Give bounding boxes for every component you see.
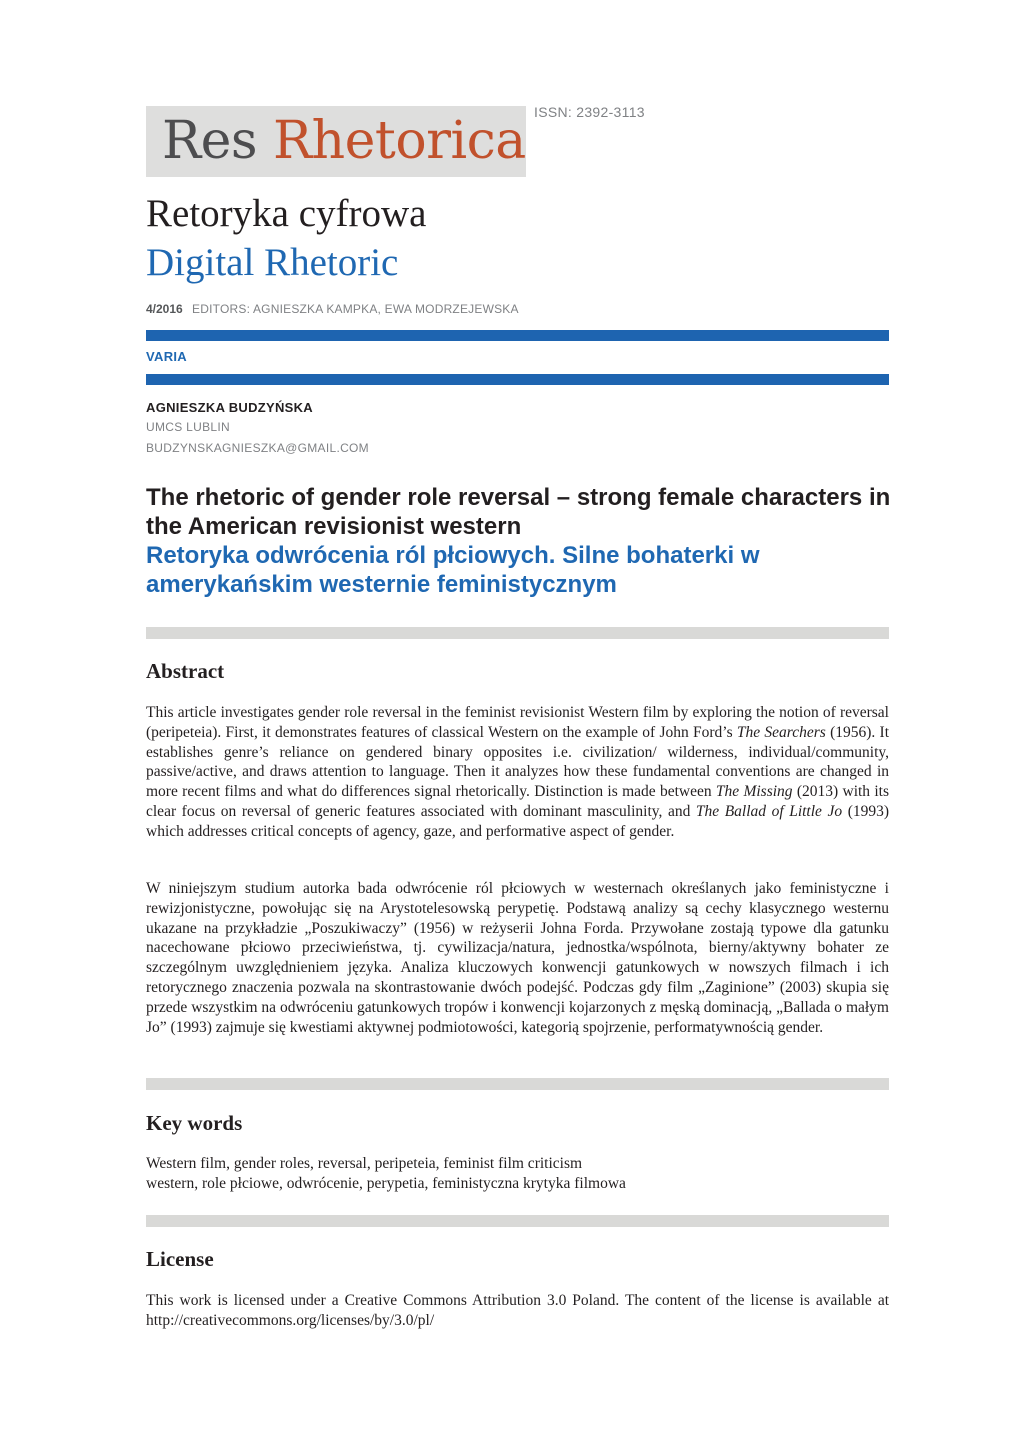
issue-number: 4/2016 [146, 302, 183, 316]
license-text: This work is licensed under a Creative Commons Attribution 3.0 Poland. The content of the license is available at http://creativecommons.org/licenses/by/3.0/pl/ [146, 1292, 889, 1329]
divider-blue-top [146, 330, 889, 341]
license-heading: License [146, 1247, 214, 1271]
article-title-pl: Retoryka odwrócenia ról płciowych. Silne bohaterki w amerykańskim westernie feministycznym [146, 542, 760, 598]
film-title-missing: The Missing [715, 783, 793, 801]
article-title [146, 483, 896, 599]
keywords-pl: western, role płciowe, odwrócenie, perypetia, feministyczna krytyka filmowa [146, 1175, 626, 1192]
journal-title-en: Digital Rhetoric [146, 241, 399, 284]
issn: ISSN: 2392-3113 [534, 104, 645, 120]
keywords-en: Western film, gender roles, reversal, peripeteia, feminist film criticism [146, 1155, 583, 1172]
abstract-heading: Abstract [146, 659, 225, 683]
editors: EDITORS: AGNIESZKA KAMPKA, EWA MODRZEJEWSKA [192, 302, 519, 316]
divider-gray-3 [146, 1215, 889, 1227]
divider-blue-bottom [146, 374, 889, 385]
abstract-en [146, 703, 889, 842]
abstract-en-text-2: (1956). It establishes genre’s reliance on gendered binary opposites i.e. civilization/ wilderness, individual/community, passive/active, and draws attention to language. Then it analyzes how these fundamental conventions are changed in more recent films and what do differences signal rhetorically. Distinction is made between [146, 723, 890, 801]
film-title-searchers: The Searchers [736, 723, 826, 741]
abstract-en-text-1: This article investigates gender role reversal in the feminist revisionist Western film by exploring the notion of reversal (peripeteia). First, it demonstrates features of classical Western on the example of John Ford’s [146, 704, 889, 741]
author-affiliation: UMCS LUBLIN [146, 420, 230, 434]
divider-gray-2 [146, 1078, 889, 1090]
film-title-ballad: The Ballad of Little Jo [695, 802, 843, 820]
section-label: VARIA [146, 349, 187, 364]
journal-title-pl: Retoryka cyfrowa [146, 192, 427, 235]
issue-line [146, 301, 519, 317]
article-title-en: The rhetoric of gender role reversal – strong female characters in the American revisionist western [146, 484, 891, 540]
keywords-heading: Key words [146, 1111, 243, 1135]
journal-logo [146, 106, 526, 177]
logo-res-text: Res [162, 111, 258, 171]
abstract-en-text-4: (1993) which addresses critical concepts of agency, gaze, and performative aspect of gender. [146, 802, 890, 840]
divider-gray-1 [146, 627, 889, 639]
logo-rhetorica-text: Rhetorica [273, 111, 526, 171]
abstract-pl: W niniejszym studium autorka bada odwrócenie ról płciowych w westernach określanych jako feministyczne i rewizjonistyczne, powołując się na Arystotelesowską perypetię. Podstawą analizy są cechy klasycznego westernu ukazane na przykładzie „Poszukiwaczy” (1956) w reżyserii Johna Forda. Przywołane zostają typowe dla gatunku nacechowane płciowo przeciwieństwa, tj. cywilizacja/natura, jednostka/wspólnota, bierny/aktywny bohater ze szczególnym uwzględnieniem języka. Analiza kluczowych konwencji gatunkowych w nowszych filmach i ich retorycznego znaczenia pozwala na skontrastowanie dwóch podejść. Podczas gdy film „Zaginione” (2003) skupia się przede wszystkim na odwróceniu gatunkowych tropów i konwencji kojarzonych z męską dominacją, „Ballada o małym Jo” (1993) zajmuje się kwestiami aktywnej podmiotowości, kategorią spojrzenie, performatywnością gender. [146, 880, 889, 1036]
author-email[interactable]: BUDZYNSKAGNIESZKA@GMAIL.COM [146, 441, 369, 455]
abstract-en-text-3: (2013) with its clear focus on reversal of generic features associated with dominant masculinity, and [146, 783, 890, 820]
author-name: AGNIESZKA BUDZYŃSKA [146, 400, 314, 415]
